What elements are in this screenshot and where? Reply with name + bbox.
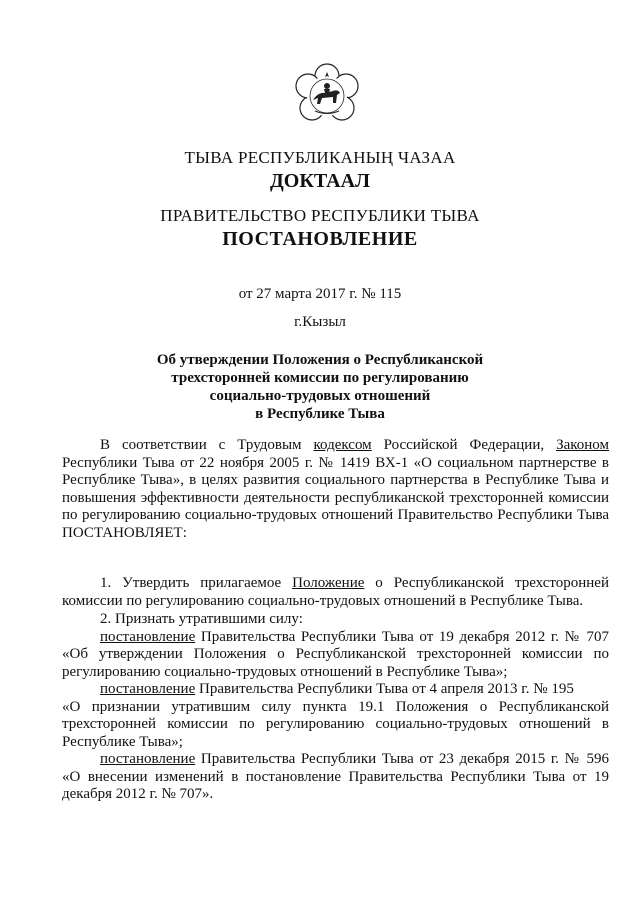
repealed-ref-line [62, 629, 609, 647]
repealed-ref-line: регулированию социально-трудовых отношений в Республике Тыва»; [62, 663, 508, 680]
tyva-government-title: ТЫВА РЕСПУБЛИКАНЫҢ ЧАЗАА [184, 148, 456, 167]
repealed-ref-line: декабря 2012 г. № 707». [62, 786, 214, 802]
repealed-ref-line: трехсторонней комиссии по регулированию социально-трудовых отношений в [62, 716, 609, 732]
regulation-link[interactable]: Положение [292, 575, 365, 591]
preamble-text: Российской Федерации, [371, 437, 557, 453]
preamble-paragraph [62, 437, 609, 542]
item-1-text: о Республиканской трехсторонней [364, 575, 609, 591]
item-1-line: комиссии по регулированию социально-трудовых отношений в Республике Тыва. [62, 592, 584, 609]
law-link[interactable]: Законом [556, 437, 610, 453]
repealed-ref-text: Правительства Республики Тыва от 19 декабря 2012 г. № 707 [195, 628, 609, 645]
labor-code-link[interactable]: кодексом [313, 437, 372, 453]
tyva-coat-of-arms-icon [291, 62, 363, 130]
preamble-line [62, 437, 609, 455]
preamble-line: Республики Тыва от 22 ноября 2005 г. № 1419 ВХ-1 «О социальном партнерстве в [62, 454, 609, 471]
title-line: в Республике Тыва [255, 406, 385, 422]
tyva-document-type: ДОКТААЛ [270, 170, 370, 192]
repealed-ref-line: Республике Тыва»; [62, 733, 183, 750]
repealed-ref-line: «О признании утратившим силу пункта 19.1 Положения о Республиканской [62, 698, 609, 715]
repealed-ref-line [62, 681, 609, 699]
repealed-ref-link[interactable]: постановление [100, 628, 196, 645]
preamble-text: В соответствии с Трудовым [100, 437, 314, 453]
repealed-ref-line [62, 751, 609, 769]
item-1-line [62, 575, 609, 593]
title-line: Об утверждении Положения о Республиканской [156, 352, 484, 368]
title-line: трехсторонней комиссии по регулированию [171, 370, 469, 386]
repealed-ref-link[interactable]: постановление [100, 751, 196, 767]
repealed-ref-link[interactable]: постановление [100, 681, 196, 697]
document-title [0, 351, 640, 423]
document-type: ПОСТАНОВЛЕНИЕ [222, 228, 418, 250]
title-line: социально-трудовых отношений [209, 388, 431, 404]
repealed-ref-text: Правительства Республики Тыва от 4 апреля 2013 г. № 195 [195, 681, 574, 697]
repealed-ref-line: «Об утверждении Положения о Республиканской трехсторонней комиссии по [62, 646, 609, 662]
preamble-line: ПОСТАНОВЛЯЕТ: [62, 524, 187, 541]
repealed-ref-text: Правительства Республики Тыва от 23 декабря 2015 г. № 596 [195, 751, 609, 767]
preamble-line: Республике Тыва», в целях развития социального партнерства в Республике Тыва и [62, 472, 609, 488]
item-1-text: 1. Утвердить прилагаемое [100, 575, 293, 591]
item-1-paragraph [62, 575, 609, 610]
document-date-number: от 27 марта 2017 г. № 115 [238, 286, 402, 302]
government-title: ПРАВИТЕЛЬСТВО РЕСПУБЛИКИ ТЫВА [160, 206, 480, 225]
document-city: г.Кызыл [294, 314, 346, 330]
preamble-line: повышения эффективности деятельности республиканской трехсторонней комиссии [62, 489, 609, 506]
item-2-heading: 2. Признать утратившими силу: [100, 611, 303, 627]
repealed-ref-line: «О внесении изменений в постановление Правительства Республики Тыва от 19 [62, 768, 609, 785]
item-2-section [62, 611, 609, 804]
preamble-line: по регулированию социально-трудовых отношений Правительство Республики Тыва [62, 507, 609, 523]
